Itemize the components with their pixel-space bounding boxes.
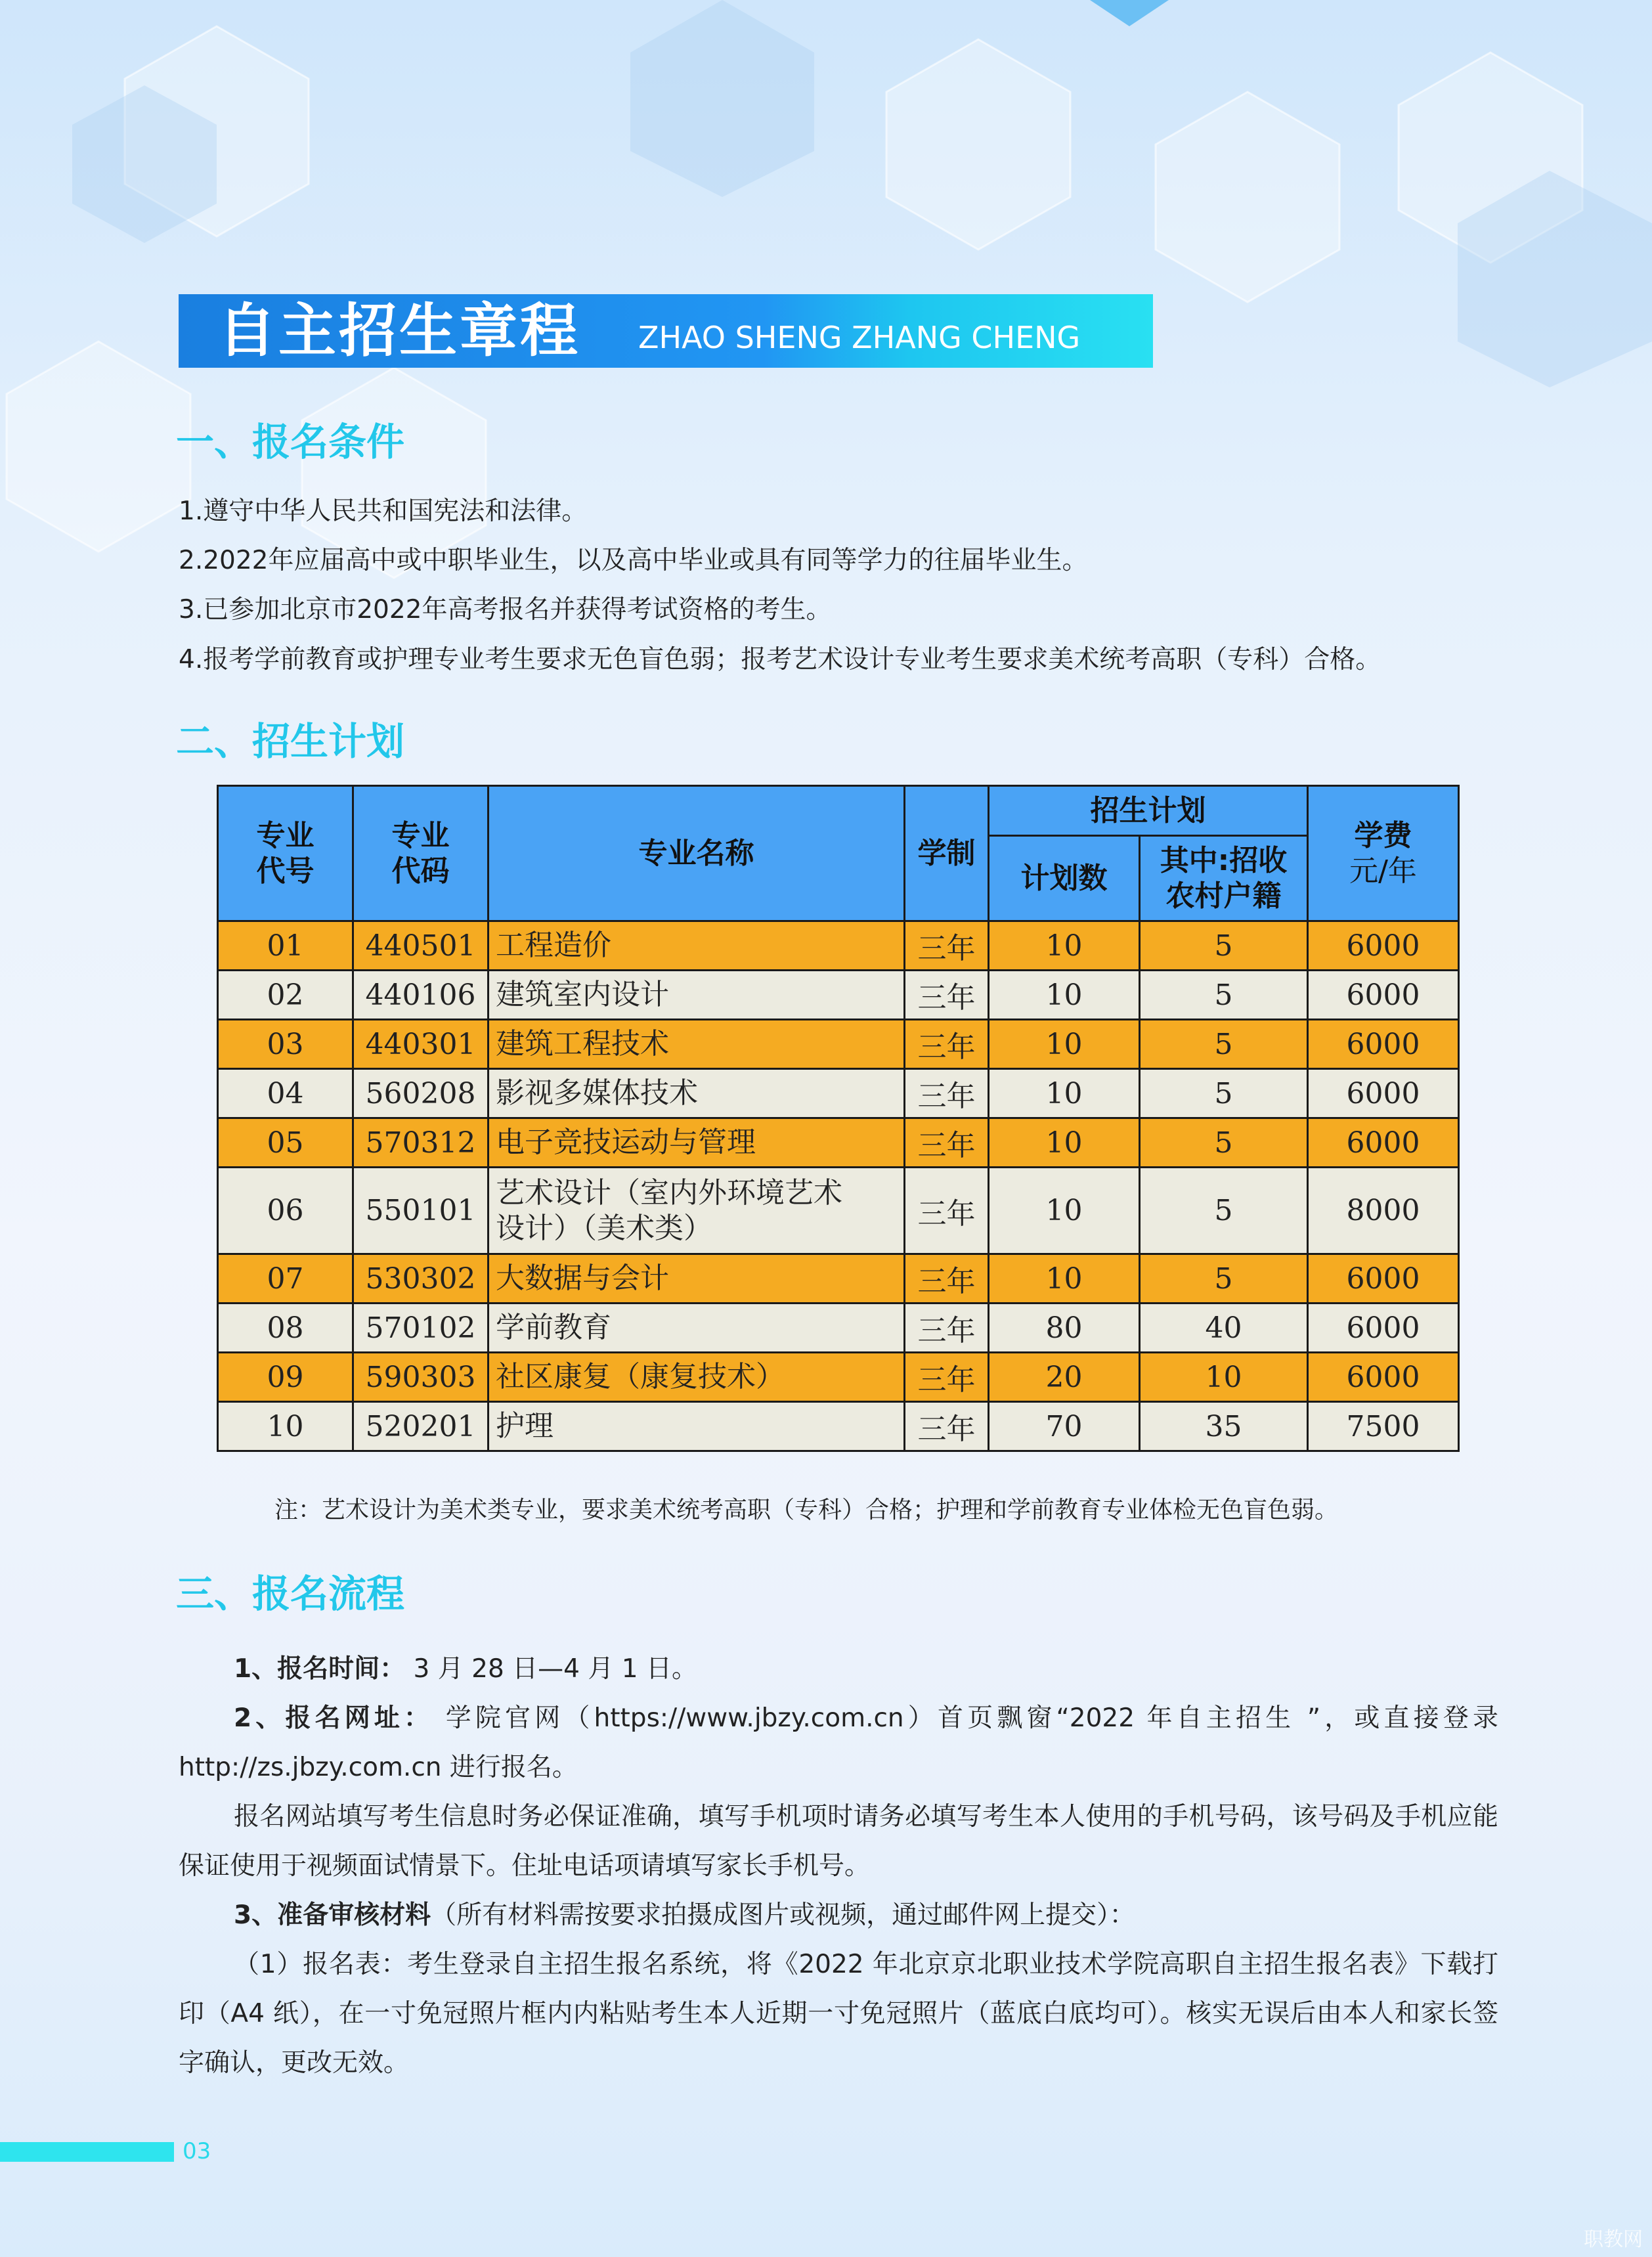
table-row: 09 590303 社区康复（康复技术） 三年 20 10 6000 [218,1353,1459,1402]
process-website: 2、报名网址： 学院官网（https://www.jbzy.com.cn）首页飘窗“2022 年自主招生 ”，或直接登录 http://zs.jbzy.com.cn 进行报名。 [179,1703,1498,1782]
watermark: 职教网 [1584,2228,1643,2251]
footer-accent-bar [0,2142,174,2162]
table-row: 06 550101 艺术设计（室内外环境艺术 设计）（美术类） 三年 10 5 8000 [218,1168,1459,1254]
page-number: 03 [183,2138,211,2164]
enrollment-plan-table [217,785,1460,1452]
table-row: 03 440301 建筑工程技术 三年 10 5 6000 [218,1020,1459,1069]
header-fee: 学费 元/年 [1308,786,1459,921]
header-rural: 其中:招收 农村户籍 [1140,836,1308,921]
section-heading-process: 三、报名流程 [176,1571,405,1616]
table-row: 02 440106 建筑室内设计 三年 10 5 6000 [218,971,1459,1020]
condition-item: 4.报考学前教育或护理专业考生要求无色盲色弱；报考艺术设计专业考生要求美术统考高职（专科）合格。 [179,645,1381,674]
table-note: 注：艺术设计为美术类专业，要求美术统考高职（专科）合格；护理和学前教育专业体检无色盲色弱。 [274,1497,1339,1523]
header-years: 学制 [905,786,989,921]
table-row: 10 520201 护理 三年 70 35 7500 [218,1402,1459,1451]
condition-item: 3.已参加北京市2022年高考报名并获得考试资格的考生。 [179,595,832,625]
header-seq: 专业 代号 [218,786,353,921]
page-title-pinyin: ZHAO SHENG ZHANG CHENG [638,320,1081,355]
process-materials: 3、准备审核材料（所有材料需按要求拍摄成图片或视频，通过邮件网上提交）： [234,1900,1135,1930]
condition-item: 2.2022年应届高中或中职毕业生，以及高中毕业或具有同等学力的往届毕业生。 [179,546,1088,575]
table-row: 05 570312 电子竞技运动与管理 三年 10 5 6000 [218,1118,1459,1168]
section-heading-conditions: 一、报名条件 [176,420,405,464]
process-time: 1、报名时间： 3 月 28 日—4 月 1 日。 [234,1654,697,1684]
header-plan-group: 招生计划 [989,786,1308,836]
section-heading-plan: 二、招生计划 [176,719,405,764]
table-row: 04 560208 影视多媒体技术 三年 10 5 6000 [218,1069,1459,1118]
process-form: （1）报名表：考生登录自主招生报名系统，将《2022 年北京京北职业技术学院高职自主招生报名表》下载打印（A4 纸），在一寸免冠照片框内内粘贴考生本人近期一寸免冠照片（蓝底白底均可）。核实无误后由本人和家长签字确认，更改无效。 [179,1950,1498,2078]
header-code: 专业 代码 [353,786,489,921]
table-row: 01 440501 工程造价 三年 10 5 6000 [218,921,1459,971]
title-banner [179,294,1153,368]
header-plan-count: 计划数 [989,836,1140,921]
condition-item: 1.遵守中华人民共和国宪法和法律。 [179,496,588,526]
page-title: 自主招生章程 [218,297,581,364]
table-row: 07 530302 大数据与会计 三年 10 5 6000 [218,1254,1459,1304]
process-body [179,1644,1498,2088]
process-website-note: 报名网站填写考生信息时务必保证准确，填写手机项时请务必填写考生本人使用的手机号码，该号码及手机应能保证使用于视频面试情景下。住址电话项请填写家长手机号。 [179,1802,1498,1881]
header-name: 专业名称 [489,786,905,921]
table-row: 08 570102 学前教育 三年 80 40 6000 [218,1304,1459,1353]
